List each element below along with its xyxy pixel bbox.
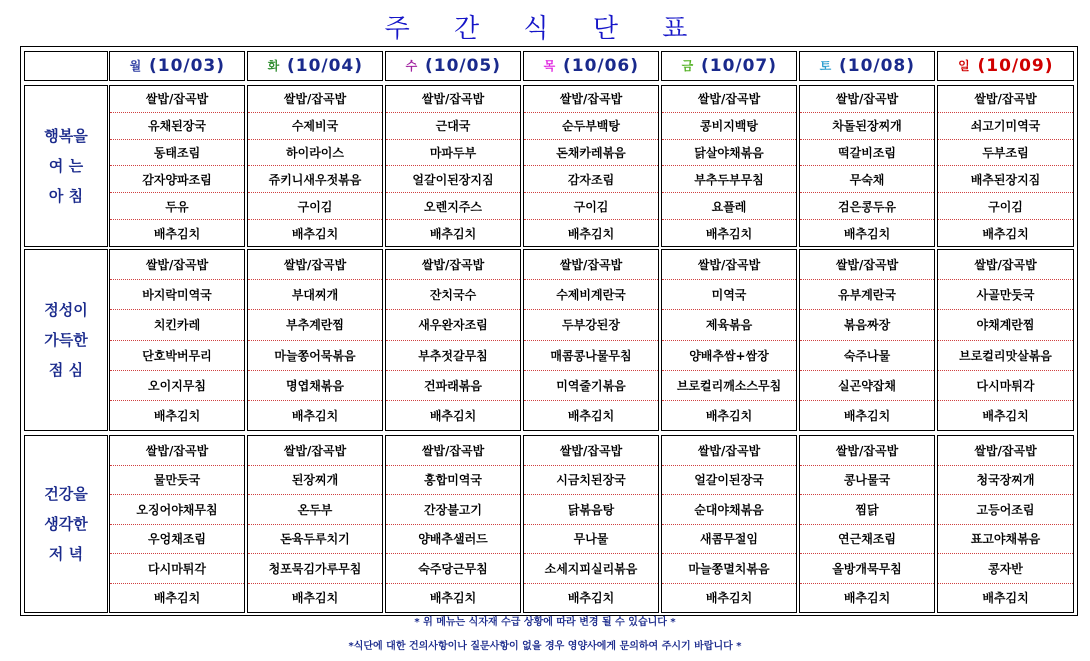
menu-item: 배추김치 [153,226,201,241]
menu-item: 쌀밥/잡곡밥 [938,436,1073,466]
menu-item: 제육볶음 [662,310,796,340]
day-menu-cell [799,85,935,247]
day-date-label: (10/03) [148,56,226,76]
menu-item: 배추김치 [567,226,615,241]
menu-item: 오렌지주스 [386,193,520,220]
menu-item: 배추김치 [705,408,753,423]
menu-item: 홍합미역국 [386,466,520,496]
menu-item: 수제비계란국 [524,280,658,310]
day-menu-cell [661,435,797,613]
menu-item: 다시마튀각 [110,554,244,584]
menu-item: 마파두부 [386,140,520,167]
menu-item: 간장불고기 [386,495,520,525]
day-menu-cell [385,85,521,247]
menu-item: 쌀밥/잡곡밥 [386,250,520,280]
menu-item: 배추김치 [153,408,201,423]
day-menu-cell [937,435,1074,613]
menu-item: 쌀밥/잡곡밥 [110,250,244,280]
day-menu-cell [523,435,659,613]
menu-item: 바지락미역국 [110,280,244,310]
menu-item: 미역국 [662,280,796,310]
menu-item: 건파래볶음 [386,371,520,401]
menu-item: 두유 [110,193,244,220]
menu-item: 배추김치 [982,226,1029,241]
meal-label [24,435,108,613]
menu-item: 물만둣국 [110,466,244,496]
day-header [937,51,1074,81]
day-menu-cell [661,85,797,247]
menu-item: 배추김치 [705,226,753,241]
menu-item: 쌀밥/잡곡밥 [662,86,796,113]
sunday-icon: 일 [958,59,971,73]
day-date-label: (10/07) [700,56,778,76]
menu-item: 찜닭 [800,495,934,525]
menu-item: 다시마튀각 [938,371,1073,401]
menu-item: 배추김치 [429,591,477,606]
menu-item: 동태조림 [110,140,244,167]
day-menu-cell [523,249,659,431]
menu-item: 청포묵김가루무침 [248,554,382,584]
meal-label-line: 여 는 [48,157,84,175]
menu-item: 쌀밥/잡곡밥 [248,250,382,280]
menu-item: 쌀밥/잡곡밥 [248,436,382,466]
corner-cell [24,51,108,81]
menu-item: 부추두부무침 [662,166,796,193]
day-menu-cell [937,85,1074,247]
menu-item: 두부조림 [938,140,1073,167]
menu-item: 된장찌개 [248,466,382,496]
menu-item: 올방개묵무침 [800,554,934,584]
menu-item: 콩나물국 [800,466,934,496]
menu-item: 고등어조림 [938,495,1073,525]
menu-table [20,46,1078,616]
menu-item: 닭살야채볶음 [662,140,796,167]
menu-item: 부대찌개 [248,280,382,310]
meal-label [24,85,108,247]
menu-item: 순두부백탕 [524,113,658,140]
menu-item: 차돌된장찌개 [800,113,934,140]
menu-item: 시금치된장국 [524,466,658,496]
menu-item: 배추된장지짐 [938,166,1073,193]
day-menu-cell [385,249,521,431]
friday-icon: 금 [681,59,695,73]
menu-item: 배추김치 [982,408,1029,423]
menu-item: 쌀밥/잡곡밥 [524,250,658,280]
menu-item: 쌀밥/잡곡밥 [386,436,520,466]
menu-item: 순대야채볶음 [662,495,796,525]
menu-item: 쌀밥/잡곡밥 [800,436,934,466]
day-date-label: (10/06) [562,56,640,76]
menu-item: 쌀밥/잡곡밥 [938,86,1073,113]
menu-item: 배추김치 [843,591,891,606]
menu-item: 야채계란찜 [938,310,1073,340]
menu-item: 치킨카레 [110,310,244,340]
menu-item: 볶음짜장 [800,310,934,340]
meal-label-line: 점 심 [48,361,84,379]
day-menu-cell [109,249,245,431]
menu-item: 배추김치 [705,591,753,606]
menu-item: 청국장찌개 [938,466,1073,496]
day-menu-cell [799,249,935,431]
menu-item: 쌀밥/잡곡밥 [938,250,1073,280]
change-notice: * 위 메뉴는 식자재 수급 상황에 따라 변경 될 수 있습니다 * [414,617,676,628]
menu-item: 표고야채볶음 [938,525,1073,555]
day-menu-cell [385,435,521,613]
menu-item: 오이지무침 [110,371,244,401]
menu-item: 콩비지백탕 [662,113,796,140]
menu-item: 쌀밥/잡곡밥 [800,250,934,280]
saturday-icon: 토 [819,59,833,73]
menu-item: 감자조림 [524,166,658,193]
menu-item: 배추김치 [153,591,201,606]
day-date-label: (10/08) [838,56,916,76]
menu-item: 구이김 [938,193,1073,220]
menu-item: 쇠고기미역국 [938,113,1073,140]
menu-item: 부추젓갈무침 [386,341,520,371]
menu-item: 배추김치 [291,226,339,241]
menu-item: 브로컬리맛살볶음 [938,341,1073,371]
day-header [247,51,383,81]
menu-item: 부추계란찜 [248,310,382,340]
day-date-label: (10/09) [977,56,1054,76]
menu-item: 배추김치 [567,591,615,606]
meal-label [24,249,108,431]
menu-item: 쌀밥/잡곡밥 [386,86,520,113]
menu-item: 배추김치 [429,226,477,241]
menu-item: 숙주당근무침 [386,554,520,584]
menu-item: 요플레 [662,193,796,220]
menu-item: 배추김치 [567,408,615,423]
menu-item: 수제비국 [248,113,382,140]
day-menu-cell [523,85,659,247]
menu-item: 근대국 [386,113,520,140]
menu-item: 쌀밥/잡곡밥 [248,86,382,113]
menu-item: 매콤콩나물무침 [524,341,658,371]
menu-item: 배추김치 [982,591,1029,606]
menu-item: 쌀밥/잡곡밥 [662,250,796,280]
day-menu-cell [937,249,1074,431]
meal-label-line: 아 침 [48,187,84,205]
menu-item: 무나물 [524,525,658,555]
menu-item: 떡갈비조림 [800,140,934,167]
wednesday-icon: 수 [405,59,419,73]
menu-item: 미역줄기볶음 [524,371,658,401]
menu-item: 감자양파조림 [110,166,244,193]
menu-item: 쌀밥/잡곡밥 [800,86,934,113]
menu-item: 콩자반 [938,554,1073,584]
day-header [523,51,659,81]
menu-item: 두부강된장 [524,310,658,340]
menu-item: 유부계란국 [800,280,934,310]
inquiry-notice: *식단에 대한 건의사항이나 질문사항이 없을 경우 영양사에게 문의하여 주시기 바랍니다 * [348,641,742,652]
menu-item: 배추김치 [843,408,891,423]
menu-item: 사골만둣국 [938,280,1073,310]
day-menu-cell [247,249,383,431]
meal-label-line: 건강을 [44,485,88,503]
day-menu-cell [661,249,797,431]
menu-item: 검은콩두유 [800,193,934,220]
day-header [385,51,521,81]
meal-label-line: 생각한 [44,515,88,533]
menu-item: 얼갈이된장지짐 [386,166,520,193]
meal-label-line: 정성이 [44,301,88,319]
menu-item: 유채된장국 [110,113,244,140]
menu-item: 숙주나물 [800,341,934,371]
menu-item: 온두부 [248,495,382,525]
menu-item: 연근채조림 [800,525,934,555]
menu-item: 실곤약잡채 [800,371,934,401]
menu-item: 양배추샐러드 [386,525,520,555]
menu-item: 새우완자조림 [386,310,520,340]
thursday-icon: 목 [543,59,557,73]
day-date-label: (10/05) [424,56,502,76]
menu-item: 닭볶음탕 [524,495,658,525]
menu-item: 마늘쫑멸치볶음 [662,554,796,584]
menu-item: 배추김치 [291,591,339,606]
menu-item: 쥬키니새우젓볶음 [248,166,382,193]
day-header [109,51,245,81]
menu-item: 쌀밥/잡곡밥 [524,436,658,466]
menu-item: 오징어야채무침 [110,495,244,525]
menu-item: 쌀밥/잡곡밥 [110,436,244,466]
monday-icon: 월 [129,59,143,73]
menu-item: 구이김 [248,193,382,220]
day-header [799,51,935,81]
menu-item: 단호박버무리 [110,341,244,371]
day-menu-cell [799,435,935,613]
menu-item: 쌀밥/잡곡밥 [662,436,796,466]
menu-item: 새콤무절임 [662,525,796,555]
menu-item: 우엉채조림 [110,525,244,555]
menu-item: 잔치국수 [386,280,520,310]
menu-item: 양배추쌈+쌈장 [662,341,796,371]
menu-item: 명엽채볶음 [248,371,382,401]
page-title: 주 간 식 단 표 [384,14,706,44]
menu-item: 돈채카레볶음 [524,140,658,167]
day-header [661,51,797,81]
day-date-label: (10/04) [286,56,364,76]
meal-label-line: 행복을 [44,127,88,145]
menu-item: 배추김치 [843,226,891,241]
menu-item: 쌀밥/잡곡밥 [110,86,244,113]
day-menu-cell [109,435,245,613]
menu-item: 소세지피실리볶음 [524,554,658,584]
day-menu-cell [247,435,383,613]
menu-item: 브로컬리깨소스무침 [662,371,796,401]
menu-item: 돈육두루치기 [248,525,382,555]
menu-item: 쌀밥/잡곡밥 [524,86,658,113]
menu-item: 하이라이스 [248,140,382,167]
menu-item: 무숙채 [800,166,934,193]
menu-item: 배추김치 [429,408,477,423]
menu-item: 마늘쫑어묵볶음 [248,341,382,371]
menu-item: 배추김치 [291,408,339,423]
meal-label-line: 저 녁 [48,545,84,563]
tuesday-icon: 화 [267,59,281,73]
day-menu-cell [109,85,245,247]
menu-item: 구이김 [524,193,658,220]
menu-item: 얼갈이된장국 [662,466,796,496]
day-menu-cell [247,85,383,247]
meal-label-line: 가득한 [44,331,88,349]
